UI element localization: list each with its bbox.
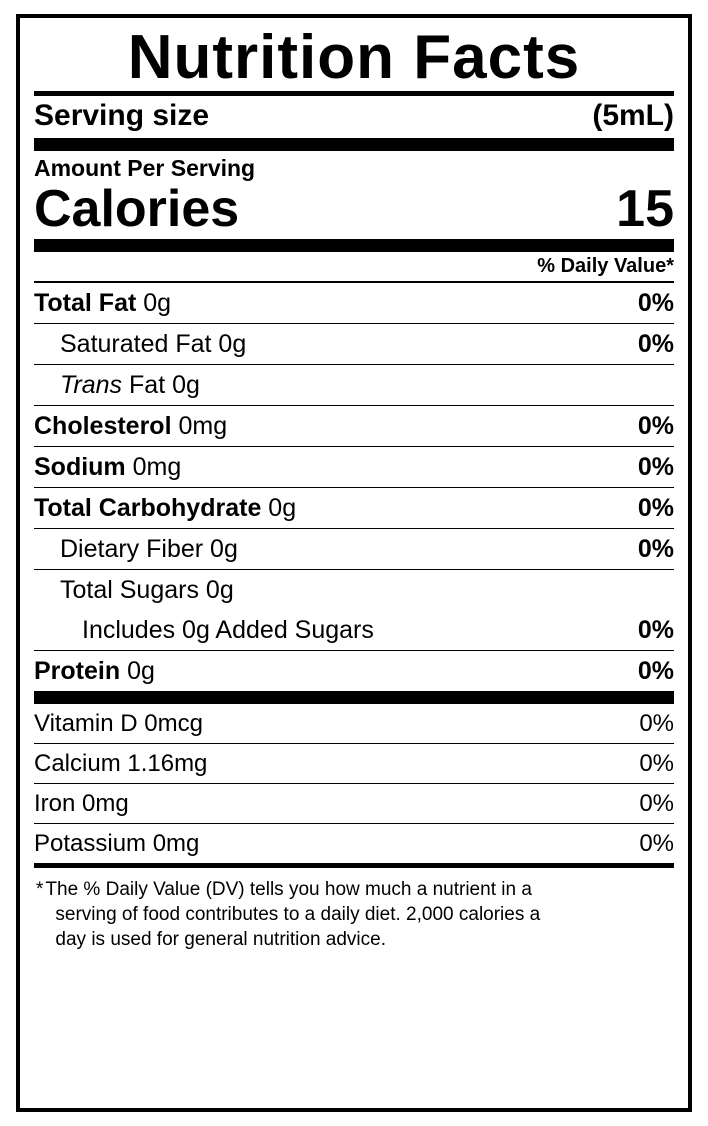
amount-per-serving-label: Amount Per Serving [34,155,256,182]
vitamin-row [34,704,674,743]
footnote-asterisk: * [36,878,44,900]
nutrient-percent: 0% [637,452,674,481]
divider-protein [34,691,674,704]
footnote [34,868,674,952]
nutrient-name: Saturated Fat 0g [60,329,247,358]
nutrient-row [34,406,674,446]
serving-size-row [34,96,674,138]
nutrient-name: Dietary Fiber 0g [60,534,238,563]
nutrient-row [34,651,674,691]
vitamin-name: Vitamin D 0mcg [34,709,203,737]
trans-italic: Trans [60,370,123,399]
footnote-line-1: The % Daily Value (DV) tells you how much a nutrient in a [45,878,532,900]
footnote-line-3: day is used for general nutrition advice. [55,928,386,950]
vitamin-percent: 0% [639,789,674,817]
nutrient-row [34,283,674,323]
nutrient-percent: 0% [637,288,674,317]
nutrient-percent: 0% [637,534,674,563]
nutrient-name: Total Sugars 0g [60,575,234,604]
vitamin-row [34,784,674,823]
vitamin-name: Potassium 0mg [34,829,200,857]
nutrient-percent: 0% [637,656,674,685]
calories-value: 15 [616,180,674,239]
nutrient-name: Trans Fat 0g [60,370,200,399]
vitamin-name: Iron 0mg [34,789,129,817]
divider-calories [34,239,674,252]
nutrient-row [34,529,674,569]
nutrient-name: Includes 0g Added Sugars [82,615,374,644]
page-title: Nutrition Facts [127,23,581,92]
vitamin-percent: 0% [639,709,674,737]
nutrient-percent: 0% [637,411,674,440]
label-frame [16,14,692,1112]
nutrient-name: Protein 0g [34,656,155,685]
nutrient-percent: 0% [637,493,674,522]
vitamin-name: Calcium 1.16mg [34,749,208,777]
nutrient-row [34,447,674,487]
nutrient-row [34,570,674,610]
vitamin-percent: 0% [639,749,674,777]
bottom-spacer [34,952,674,1100]
nutrient-name: Cholesterol 0mg [34,411,228,440]
vitamin-row [34,744,674,783]
nutrient-row [34,324,674,364]
nutrient-percent: 0% [637,615,674,644]
nutrient-row [34,610,674,650]
serving-size-value: (5mL) [592,99,674,133]
footnote-line-2: serving of food contributes to a daily diet. 2,000 calories a [55,903,541,925]
nutrient-name: Sodium 0mg [34,452,182,481]
calories-row [34,182,674,239]
daily-value-header: % Daily Value* [537,254,674,277]
nutrient-name: Total Carbohydrate 0g [34,493,297,522]
footnote-text [45,877,540,952]
divider-serving [34,138,674,151]
serving-size-label: Serving size [34,99,210,133]
nutrient-row [34,488,674,528]
vitamin-percent: 0% [639,829,674,857]
nutrient-percent: 0% [637,329,674,358]
nutrient-row [34,365,674,405]
vitamin-row [34,824,674,863]
nutrient-name: Total Fat 0g [34,288,172,317]
calories-label: Calories [34,180,240,239]
